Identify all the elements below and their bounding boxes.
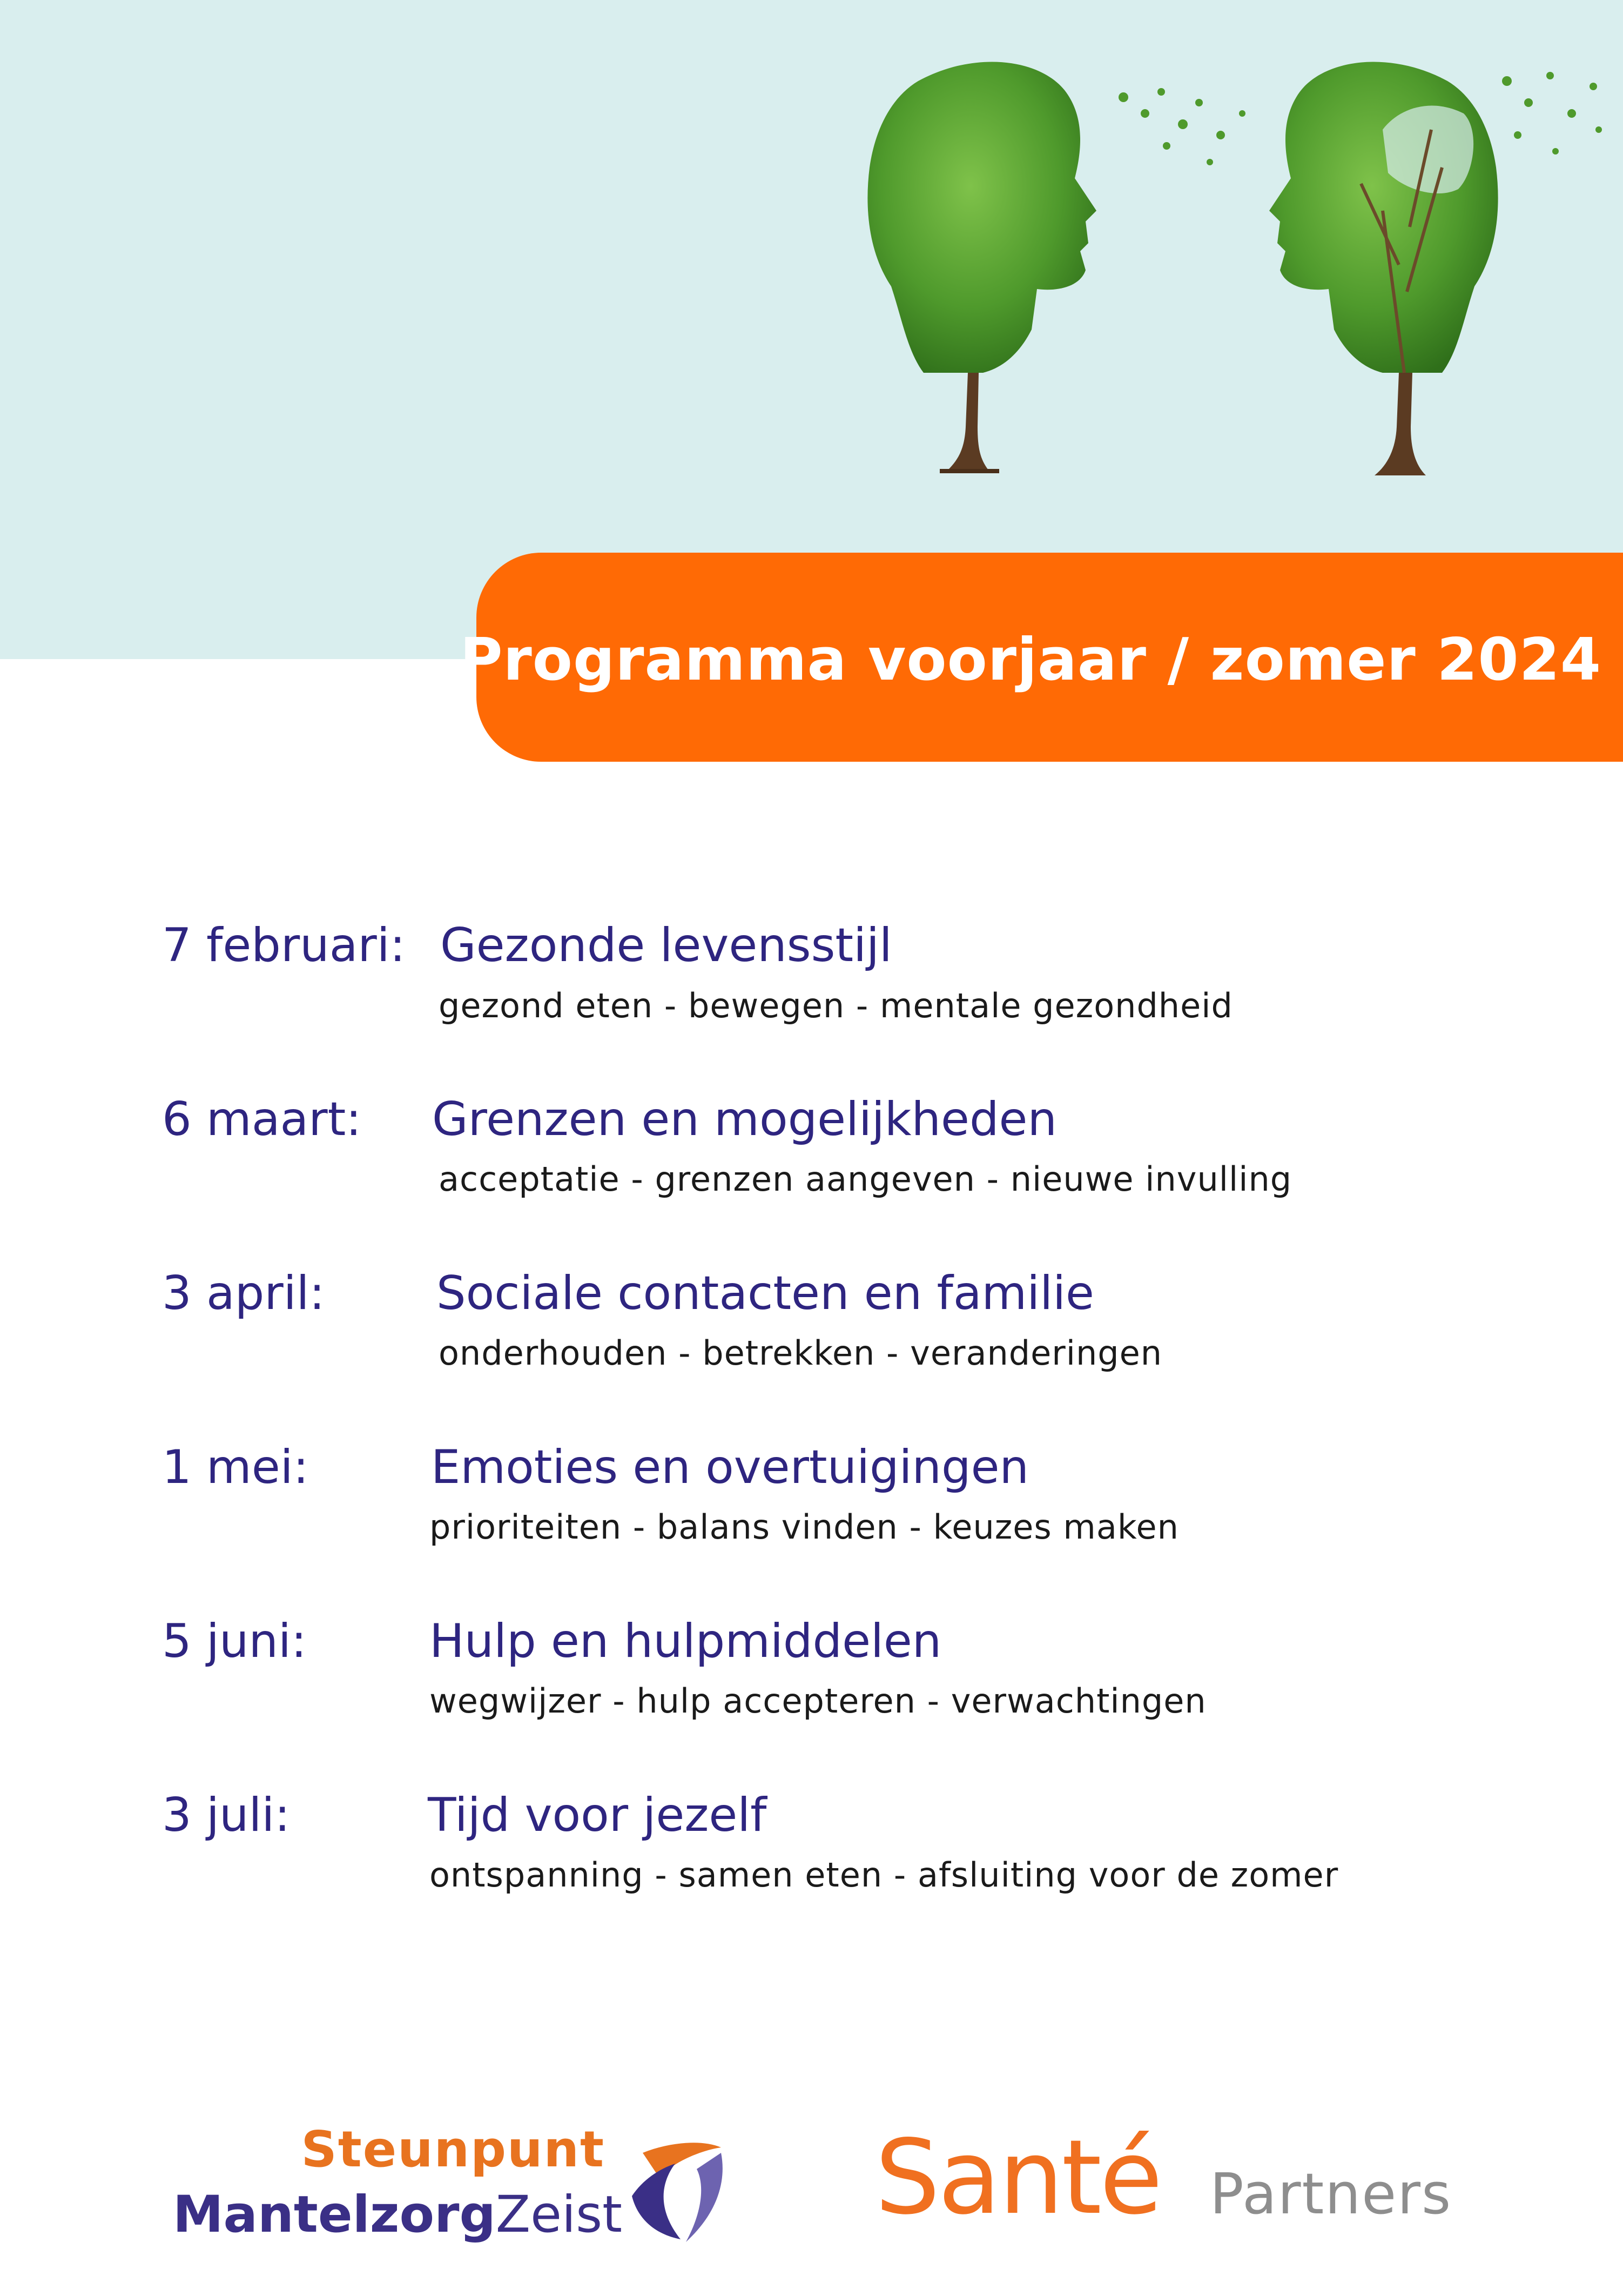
program-title: Gezonde levensstijl	[440, 918, 892, 972]
program-subtitle: acceptatie - grenzen aangeven - nieuwe invulling	[439, 1159, 1292, 1199]
sante-partners-logo	[875, 2118, 1469, 2237]
program-date: 7 februari:	[162, 918, 406, 972]
program-subtitle: wegwijzer - hulp accepteren - verwachtingen	[429, 1681, 1207, 1721]
triangle-logo-icon	[621, 2131, 729, 2250]
logo-sante-text: Santé	[875, 2118, 1161, 2237]
program-date: 5 juni:	[162, 1614, 307, 1668]
program-title: Hulp en hulpmiddelen	[429, 1614, 942, 1668]
program-date: 6 maart:	[162, 1092, 362, 1146]
logo-mantelzorg-word: Mantelzorg	[173, 2185, 496, 2244]
left-tree-head	[867, 62, 1096, 471]
steunpunt-mantelzorg-logo	[173, 2120, 729, 2261]
program-date: 3 april:	[162, 1266, 325, 1320]
program-title: Sociale contacten en familie	[436, 1266, 1094, 1320]
program-subtitle: ontspanning - samen eten - afsluiting voor de zomer	[429, 1855, 1339, 1895]
logo-mantelzorg-zeist-text	[173, 2185, 622, 2244]
right-tree-head	[1269, 62, 1498, 475]
program-title: Tijd voor jezelf	[428, 1788, 767, 1842]
program-date: 1 mei:	[162, 1440, 309, 1494]
program-date: 3 juli:	[162, 1788, 291, 1842]
logo-zeist-word: Zeist	[495, 2185, 622, 2244]
banner-title: Programma voorjaar / zomer 2024	[460, 626, 1601, 694]
logo-partners-text: Partners	[1210, 2161, 1452, 2227]
program-subtitle: onderhouden - betrekken - veranderingen	[439, 1333, 1163, 1373]
logo-steunpunt-text: Steunpunt	[301, 2120, 605, 2178]
program-subtitle: prioriteiten - balans vinden - keuzes maken	[429, 1507, 1179, 1547]
tree-heads-illustration	[843, 49, 1615, 502]
program-title: Emoties en overtuigingen	[431, 1440, 1029, 1494]
title-banner	[460, 553, 1623, 762]
program-title: Grenzen en mogelijkheden	[432, 1092, 1057, 1146]
program-subtitle: gezond eten - bewegen - mentale gezondheid	[439, 986, 1233, 1025]
